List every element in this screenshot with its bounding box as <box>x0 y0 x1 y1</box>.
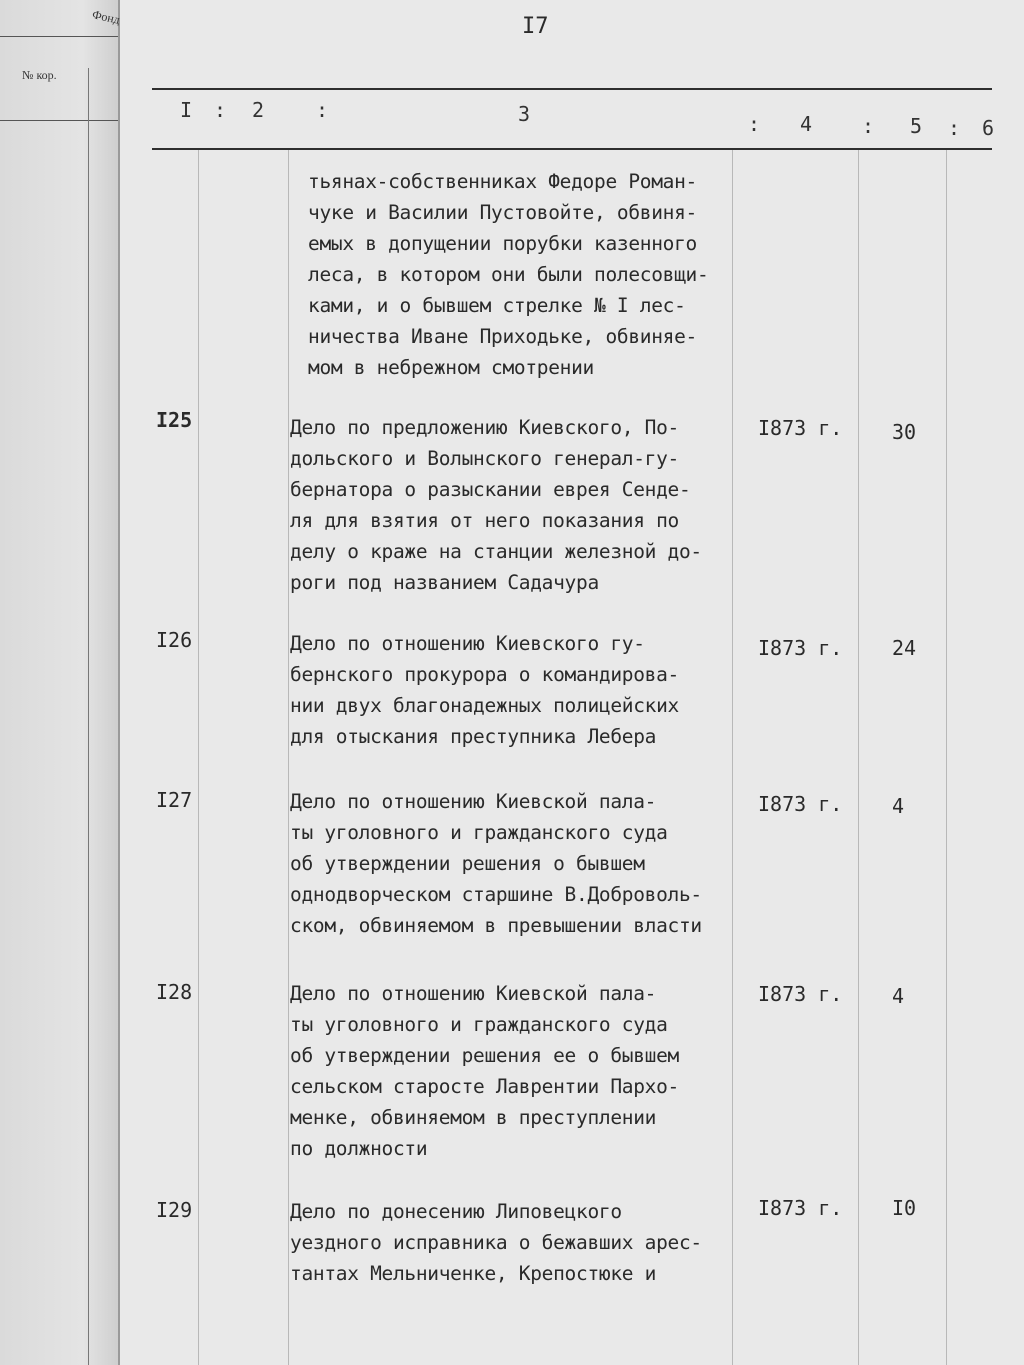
entry-year: I873 г. <box>758 982 843 1006</box>
entry-sheet-count: 30 <box>892 420 917 444</box>
entry-year: I873 г. <box>758 416 843 440</box>
column-divider <box>858 150 859 1365</box>
entry-number: I28 <box>156 980 193 1004</box>
header-rule-bottom <box>152 148 992 150</box>
entry-description: Дело по предложению Киевского, По- дольского и Волынского генерал-гу- бернатора о разыскании еврея Сенде- ля для взятия от него показания по делу о краже на станции железной до- роги под названием Садачура <box>290 416 702 594</box>
entry-year: I873 г. <box>758 1196 843 1220</box>
entry-number: I27 <box>156 788 193 812</box>
margin-label-fond: Фонд <box>90 7 122 27</box>
column-separator: : <box>316 98 329 122</box>
column-header-1: I <box>180 98 193 122</box>
margin-rule-bottom <box>0 120 118 121</box>
column-header-6: 6 <box>982 116 995 140</box>
entry-sheet-count: 4 <box>892 794 905 818</box>
column-separator: : <box>214 98 227 122</box>
header-rule-top <box>152 88 992 90</box>
document-page <box>120 0 1024 1365</box>
margin-column-line <box>88 68 89 1365</box>
column-header-4: 4 <box>800 112 813 136</box>
page-number: I7 <box>522 14 549 39</box>
column-separator: : <box>748 112 761 136</box>
column-divider <box>288 150 289 1365</box>
column-header-3: 3 <box>518 102 531 126</box>
margin-rule-top <box>0 36 118 37</box>
entry-number: I26 <box>156 628 193 652</box>
column-header-5: 5 <box>910 114 923 138</box>
column-separator: : <box>948 116 961 140</box>
left-page-margin <box>0 0 120 1365</box>
continuation-text: тьянах-собственниках Федоре Роман- чуке и Василии Пустовойте, обвиня- емых в допущении порубки казенного леса, в котором они были полесовщи- ками, и о бывшем стрелке № I лес- ничества Иване Приходьке, обвиняе- мом в небрежном смотрении <box>308 170 709 379</box>
margin-label-box-number: № кор. <box>22 68 57 82</box>
entry-description: Дело по отношению Киевского гу- бернского прокурора о командирова- нии двух благонадежных полицейских для отыскания преступника Лебера <box>290 632 679 748</box>
entry-description: Дело по донесению Липовецкого уездного исправника о бежавших арес- тантах Мельниченке, Крепостюке и <box>290 1200 702 1285</box>
entry-number: I25 <box>156 408 193 432</box>
entry-description: Дело по отношению Киевской пала- ты уголовного и гражданского суда об утверждении решения ее о бывшем сельском старосте Лаврентии Пархо- менке, обвиняемом в преступлении по должности <box>290 982 679 1160</box>
column-divider <box>946 150 947 1365</box>
entry-sheet-count: 24 <box>892 636 917 660</box>
entry-sheet-count: 4 <box>892 984 905 1008</box>
column-separator: : <box>862 114 875 138</box>
column-header-2: 2 <box>252 98 265 122</box>
entry-description: Дело по отношению Киевской пала- ты уголовного и гражданского суда об утверждении решения о бывшем однодворческом старшине В.Доброволь- ском, обвиняемом в превышении власти <box>290 790 702 937</box>
column-divider <box>198 150 199 1365</box>
entry-year: I873 г. <box>758 636 843 660</box>
entry-number: I29 <box>156 1198 193 1222</box>
entry-sheet-count: I0 <box>892 1196 917 1220</box>
entry-year: I873 г. <box>758 792 843 816</box>
